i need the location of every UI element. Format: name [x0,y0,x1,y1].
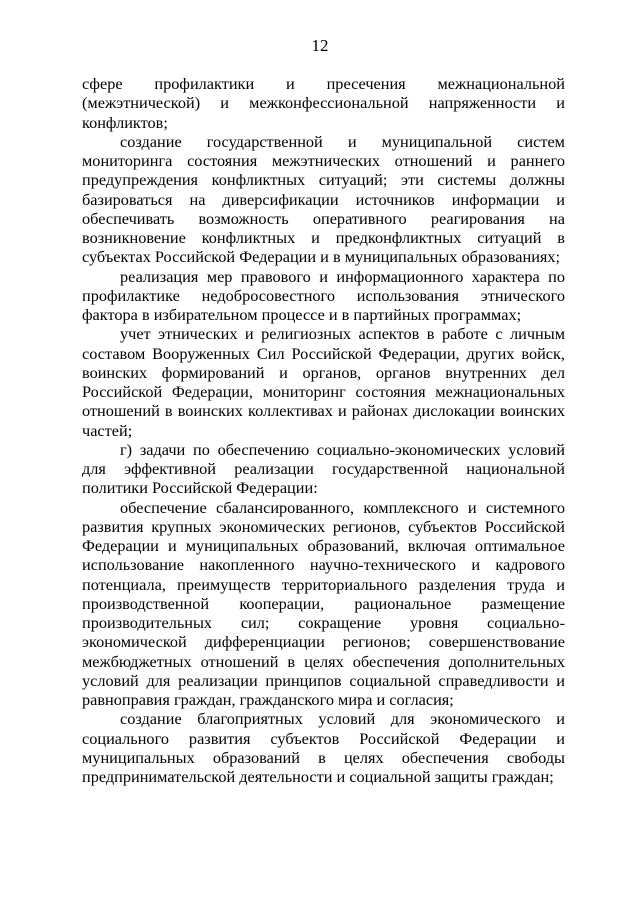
paragraph: учет этнических и религиозных аспектов в работе с личным составом Вооруженных Сил Российской Федерации, других войск, воинских формирований и органов, органов внутренних дел Российской Федерации, мониторинг состояния межнациональных отношений в воинских коллективах и районах дислокации воинских частей; [82,324,565,440]
document-body [82,74,565,786]
paragraph: обеспечение сбалансированного, комплексного и системного развития крупных экономических регионов, субъектов Российской Федерации и муниципальных образований, включая оптимальное использование накопленного научно-технического и кадрового потенциала, преимуществ территориального разделения труда и производственной кооперации, рациональное размещение производительных сил; сокращение уровня социально-экономической дифференциации регионов; совершенствование межбюджетных отношений в целях обеспечения дополнительных условий для реализации принципов социальной справедливости и равноправия граждан, гражданского мира и согласия; [82,497,565,709]
paragraph: создание государственной и муниципальной систем мониторинга состояния межэтнических отношений и раннего предупреждения конфликтных ситуаций; эти системы должны базироваться на диверсификации источников информации и обеспечивать возможность оперативного реагирования на возникновение конфликтных и предконфликтных ситуаций в субъектах Российской Федерации и в муниципальных образованиях; [82,131,565,267]
paragraph: реализация мер правового и информационного характера по профилактике недобросовестного использования этнического фактора в избирательном процессе и в партийных программах; [82,266,565,324]
page-number: 12 [311,36,329,55]
paragraph: г) задачи по обеспечению социально-экономических условий для эффективной реализации государственной национальной политики Российской Федерации: [82,439,565,498]
paragraph: сфере профилактики и пресечения межнациональной (межэтнической) и межконфессиональной напряженности и конфликтов; [82,74,565,132]
paragraph: создание благоприятных условий для экономического и социального развития субъектов Российской Федерации и муниципальных образований в целях обеспечения свободы предпринимательской деятельности и социальной защиты граждан; [82,709,565,786]
